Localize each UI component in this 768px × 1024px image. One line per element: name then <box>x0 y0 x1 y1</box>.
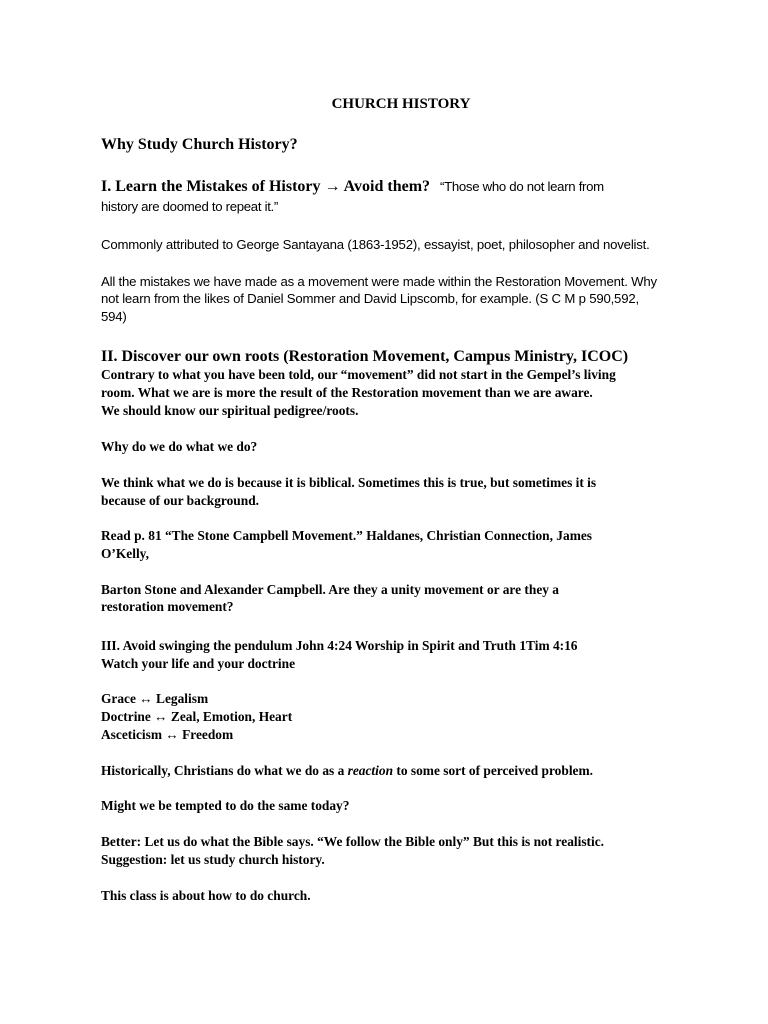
pendulum-pair-doctrine: Doctrine ↔ Zeal, Emotion, Heart <box>101 709 293 724</box>
section3-heading-line1: III. Avoid swinging the pendulum John 4:24 Worship in Spirit and Truth 1Tim 4:16 <box>101 638 578 653</box>
santayana-quote-part2: history are doomed to repeat it.” <box>101 199 279 214</box>
roots-paragraph-line1: Contrary to what you have been told, our “movement” did not start in the Gempel’s living <box>101 367 616 382</box>
mistakes-paragraph-line1: All the mistakes we have made as a movement were made within the Restoration Movement. Why <box>101 274 657 289</box>
page-title: CHURCH HISTORY <box>331 96 471 112</box>
mistakes-paragraph-line3: 594) <box>101 309 127 324</box>
read-paragraph-line1: Read p. 81 “The Stone Campbell Movement.” Haldanes, Christian Connection, James <box>101 528 593 543</box>
better-line2: Suggestion: let us study church history. <box>101 852 325 867</box>
pendulum-pair-grace: Grace ↔ Legalism <box>101 691 209 706</box>
roots-paragraph-line2: room. What we are is more the result of the Restoration movement than we are aware. <box>101 385 593 400</box>
tempted-question: Might we be tempted to do the same today? <box>101 798 350 813</box>
why-study-heading: Why Study Church History? <box>101 136 298 153</box>
mistakes-paragraph-line2: not learn from the likes of Daniel Sommer and David Lipscomb, for example. (S C M p 590,592, <box>101 291 639 306</box>
biblical-paragraph-line2: because of our background. <box>101 493 259 508</box>
better-line1: Better: Let us do what the Bible says. “We follow the Bible only” But this is not realistic. <box>101 834 605 849</box>
closing-statement: This class is about how to do church. <box>101 888 311 903</box>
pendulum-pair-asceticism: Asceticism ↔ Freedom <box>101 727 234 742</box>
attribution-text: Commonly attributed to George Santayana (1863-1952), essayist, poet, philosopher and novelist. <box>101 237 650 252</box>
read-paragraph-line2: O’Kelly, <box>101 546 149 561</box>
section2-heading: II. Discover our own roots (Restoration Movement, Campus Ministry, ICOC) <box>101 348 629 365</box>
why-do-question: Why do we do what we do? <box>101 439 258 454</box>
biblical-paragraph-line1: We think what we do is because it is biblical. Sometimes this is true, but sometimes it is <box>101 475 597 490</box>
roots-paragraph-line3: We should know our spiritual pedigree/roots. <box>101 403 359 418</box>
barton-stone-line1: Barton Stone and Alexander Campbell. Are they a unity movement or are they a <box>101 582 559 597</box>
historically-line <box>101 764 593 777</box>
santayana-quote-part1: “Those who do not learn from <box>440 179 604 194</box>
historically-before: Historically, Christians do what we do as a <box>101 763 348 778</box>
barton-stone-line2: restoration movement? <box>101 599 234 614</box>
section3-heading-line2: Watch your life and your doctrine <box>101 656 296 671</box>
reaction-emphasis: reaction <box>347 763 394 778</box>
historically-after: to some sort of perceived problem. <box>393 763 593 778</box>
section1-heading: I. Learn the Mistakes of History → Avoid them? <box>101 178 431 195</box>
section1-heading-line <box>101 179 604 195</box>
